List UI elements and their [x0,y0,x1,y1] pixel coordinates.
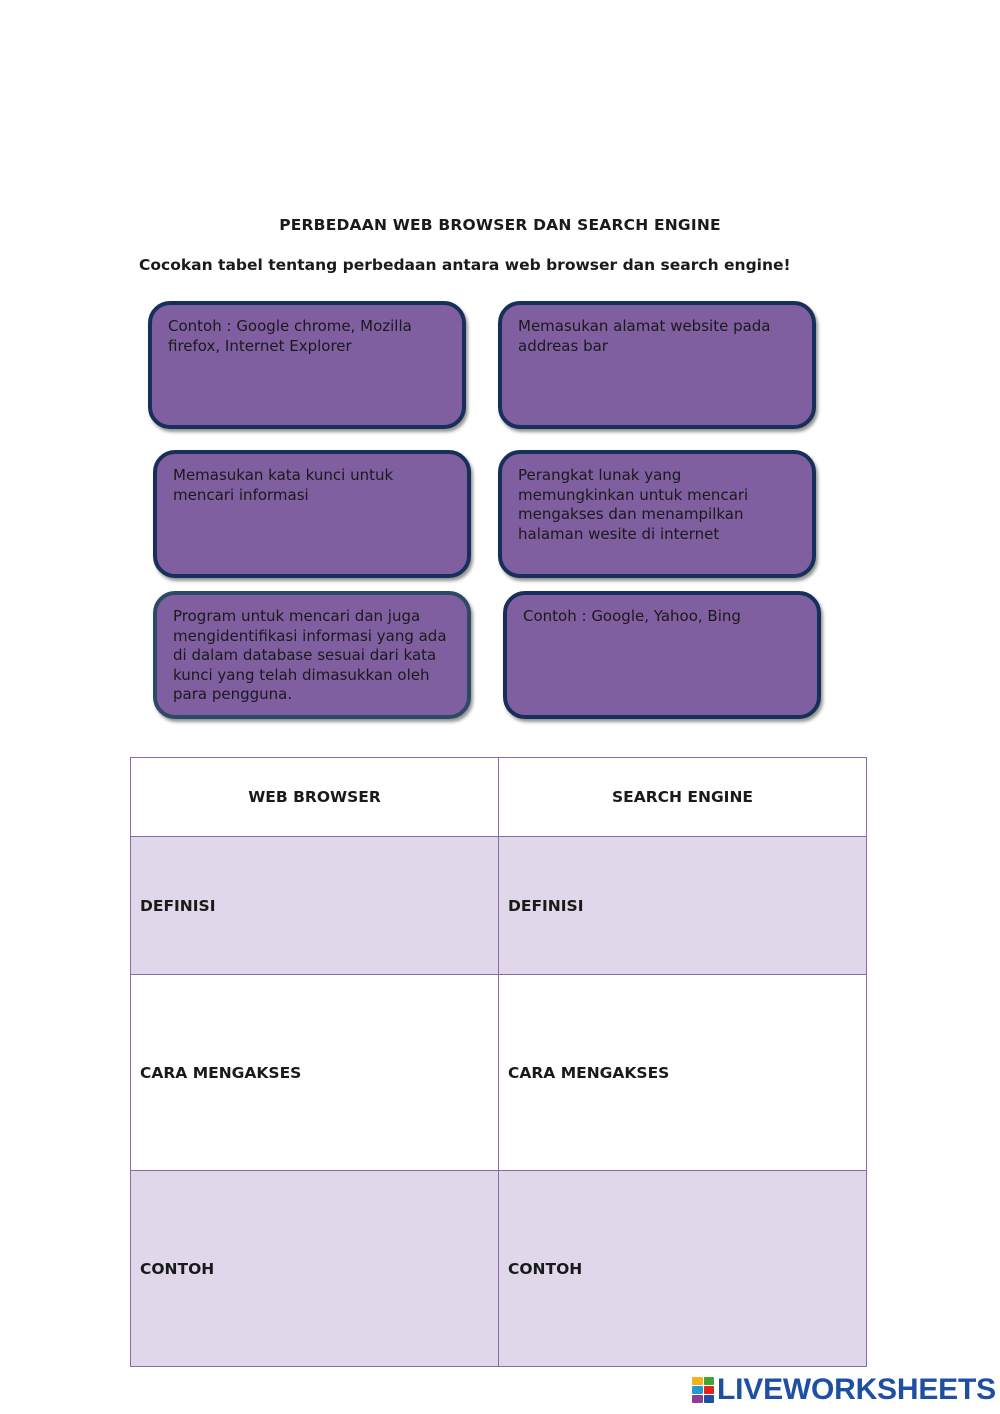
table-row [131,837,867,975]
instruction-text: Cocokan tabel tentang perbedaan antara web browser dan search engine! [139,256,791,274]
brand-watermark [692,1373,996,1407]
card-text: Contoh : Google, Yahoo, Bing [523,607,741,625]
drop-zone-browser-cara-mengakses[interactable]: CARA MENGAKSES [131,975,499,1171]
card-text: Memasukan kata kunci untuk mencari informasi [173,466,394,504]
card-text: Memasukan alamat website pada addreas bar [518,317,771,355]
page-title: PERBEDAAN WEB BROWSER DAN SEARCH ENGINE [279,216,721,234]
table-row [131,975,867,1171]
comparison-table [130,757,867,1367]
drop-zone-search-contoh[interactable]: CONTOH [499,1171,867,1367]
card-text: Perangkat lunak yang memungkinkan untuk mencari mengakses dan menampilkan halaman wesite di internet [518,466,749,543]
drag-card-search-example[interactable] [503,591,821,719]
drag-card-browser-access[interactable] [498,301,816,429]
column-header-search-engine: SEARCH ENGINE [499,758,867,837]
drag-card-browser-example[interactable] [148,301,466,429]
table-header-row [131,758,867,837]
card-text: Program untuk mencari dan juga mengidentifikasi informasi yang ada di dalam database sesuai dari kata kunci yang telah dimasukkan oleh para pengguna. [173,607,447,703]
drop-zone-browser-definisi[interactable]: DEFINISI [131,837,499,975]
drop-zone-search-definisi[interactable]: DEFINISI [499,837,867,975]
table-row [131,1171,867,1367]
drag-card-browser-definition[interactable] [498,450,816,578]
brand-name: LIVEWORKSHEETS [717,1373,996,1406]
column-header-web-browser: WEB BROWSER [131,758,499,837]
card-text: Contoh : Google chrome, Mozilla firefox, Internet Explorer [168,317,412,355]
drop-zone-search-cara-mengakses[interactable]: CARA MENGAKSES [499,975,867,1171]
liveworksheets-logo-icon [692,1377,714,1403]
drag-card-search-access[interactable] [153,450,471,578]
drag-card-search-definition[interactable] [153,591,471,719]
drop-zone-browser-contoh[interactable]: CONTOH [131,1171,499,1367]
